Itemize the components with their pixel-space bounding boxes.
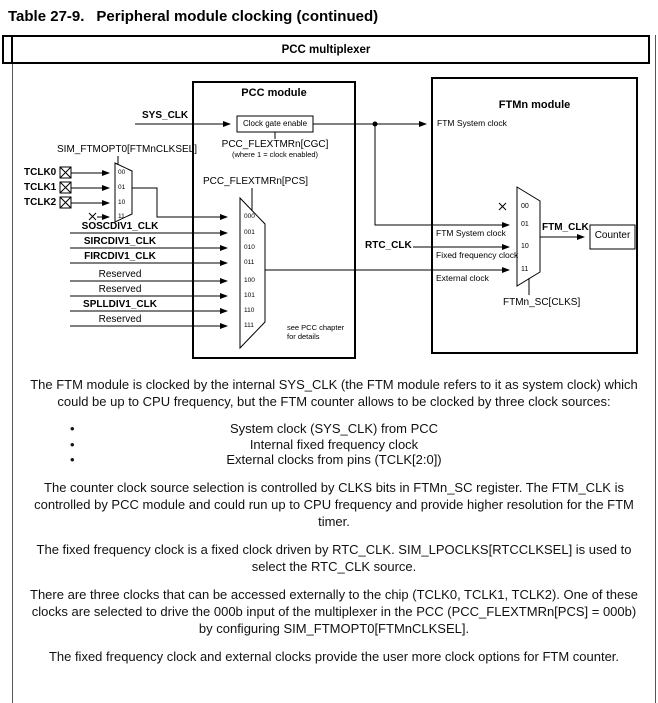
wire-junction-dot <box>373 122 378 127</box>
tclk1-label: TCLK1 <box>24 182 57 193</box>
list-item <box>28 437 640 453</box>
ftm-mux-bit-00: 00 <box>521 203 529 210</box>
no-connect-cross-tclk11 <box>89 213 96 220</box>
table-caption: Peripheral module clocking (continued) <box>96 8 379 25</box>
splldiv1-label: SPLLDIV1_CLK <box>83 299 157 310</box>
pcc-mux-bit-110: 110 <box>244 307 255 314</box>
reserved-111-label: Reserved <box>98 314 142 325</box>
table-title <box>8 8 378 25</box>
list-item <box>28 421 640 437</box>
table-header-label: PCC multiplexer <box>281 43 371 56</box>
pcc-mux-bit-001: 001 <box>244 229 255 236</box>
ftm-mux-input-01-label: FTM System clock <box>436 228 506 238</box>
fircdiv1-label: FIRCDIV1_CLK <box>84 251 156 262</box>
table-number: Table 27-9. <box>8 8 85 25</box>
bullet-icon: • <box>70 436 75 452</box>
ftm-mux-bit-10: 10 <box>521 243 529 250</box>
list-item <box>28 452 640 468</box>
tclk1-pin-icon <box>60 182 71 193</box>
bullet-text: External clocks from pins (TCLK[2:0]) <box>226 452 442 467</box>
ftm-module-title: FTMn module <box>498 99 571 111</box>
pcc-chapter-note-line2: for details <box>287 332 320 341</box>
cgc-label: PCC_FLEXTMRn[CGC] <box>221 139 329 150</box>
pcc-mux-bit-000: 000 <box>244 213 255 220</box>
ftm-system-clock-top-label: FTM System clock <box>437 118 507 128</box>
clock-source-list <box>28 421 640 468</box>
pcs-label: PCC_FLEXTMRn[PCS] <box>203 176 309 187</box>
tclk0-label: TCLK0 <box>24 167 57 178</box>
pcc-mux-bit-011: 011 <box>244 259 255 266</box>
soscdiv1-label: SOSCDIV1_CLK <box>81 221 159 232</box>
tclk-mux-bit-11: 11 <box>118 213 125 220</box>
table-header-row <box>2 35 650 64</box>
rtc-clk-label: RTC_CLK <box>365 240 412 251</box>
tclk2-label: TCLK2 <box>24 197 57 208</box>
paragraph-ftm-clocking: The FTM module is clocked by the internal SYS_CLK (the FTM module refers to it as system clock) which could be up to CPU frequency, but the FTM counter allows to be clocked by three clock sources: <box>30 377 638 409</box>
bullet-text: Internal fixed frequency clock <box>249 436 419 452</box>
ftm-clk-label: FTM_CLK <box>542 222 589 233</box>
pcc-chapter-note-line1: see PCC chapter <box>287 323 345 332</box>
pcc-mux-bit-111: 111 <box>244 322 254 329</box>
reserved-100-label: Reserved <box>98 269 142 280</box>
paragraph-external-clocks: There are three clocks that can be accessed externally to the chip (TCLK0, TCLK1, TCLK2). One of these clocks are selected to drive the 000b input of the multiplexer in the PCC (PCC_FLEXTMRn[PCS] = 000b) by configuring SIM_FTMOPT0[FTMnCLKSEL]. <box>30 586 638 636</box>
tclk-mux-bit-01: 01 <box>118 184 126 191</box>
wire-tclkmux-to-pccmux000 <box>132 188 227 217</box>
pcc-module-title: PCC module <box>241 87 307 99</box>
ftm-mux-bit-01: 01 <box>521 221 529 228</box>
counter-label: Counter <box>594 230 631 241</box>
ftm-sc-clks-label: FTMn_SC[CLKS] <box>503 297 581 308</box>
sys-clk-label: SYS_CLK <box>142 110 189 121</box>
paragraph-clks-selection: The counter clock source selection is controlled by CLKS bits in FTMn_SC register. The FTM_CLK is controlled by PCC module and could run up to CPU frequency and provide higher resolution for the FTM timer. <box>34 479 634 529</box>
no-connect-cross-ftm00 <box>499 203 506 210</box>
tclk-mux-bit-10: 10 <box>118 199 126 206</box>
pcc-mux-bit-010: 010 <box>244 244 255 251</box>
table-column-divider-header <box>11 35 13 64</box>
tclk-mux-bit-00: 00 <box>118 169 126 176</box>
description-text <box>13 376 655 676</box>
paragraph-clock-options: The fixed frequency clock and external clocks provide the user more clock options for FTM counter. <box>48 648 620 664</box>
ftm-mux-input-11-label: External clock <box>436 273 489 283</box>
tclk0-pin-icon <box>60 167 71 178</box>
sircdiv1-label: SIRCDIV1_CLK <box>83 236 157 247</box>
bullet-icon: • <box>70 421 75 436</box>
sim-ftmopt0-label: SIM_FTMOPT0[FTMnCLKSEL] <box>57 144 198 155</box>
wire-gate-to-ftm-mux01 <box>375 124 509 225</box>
reserved-101-label: Reserved <box>98 284 142 295</box>
bullet-text: System clock (SYS_CLK) from PCC <box>229 421 439 436</box>
bullet-icon: • <box>70 452 75 467</box>
pcc-mux-bit-100: 100 <box>244 277 255 284</box>
clock-gate-label: Clock gate enable <box>242 119 308 128</box>
ftm-mux-input-10-label: Fixed frequency clock <box>436 250 519 260</box>
pcc-mux-bit-101: 101 <box>244 292 255 299</box>
table-right-border <box>655 35 656 703</box>
tclk2-pin-icon <box>60 197 71 208</box>
paragraph-fixed-frequency: The fixed frequency clock is a fixed clock driven by RTC_CLK. SIM_LPOCLKS[RTCCLKSEL] is used to select the RTC_CLK source. <box>36 541 632 574</box>
ftm-mux-bit-11: 11 <box>521 266 529 273</box>
cgc-note: (where 1 = clock enabled) <box>231 150 319 159</box>
